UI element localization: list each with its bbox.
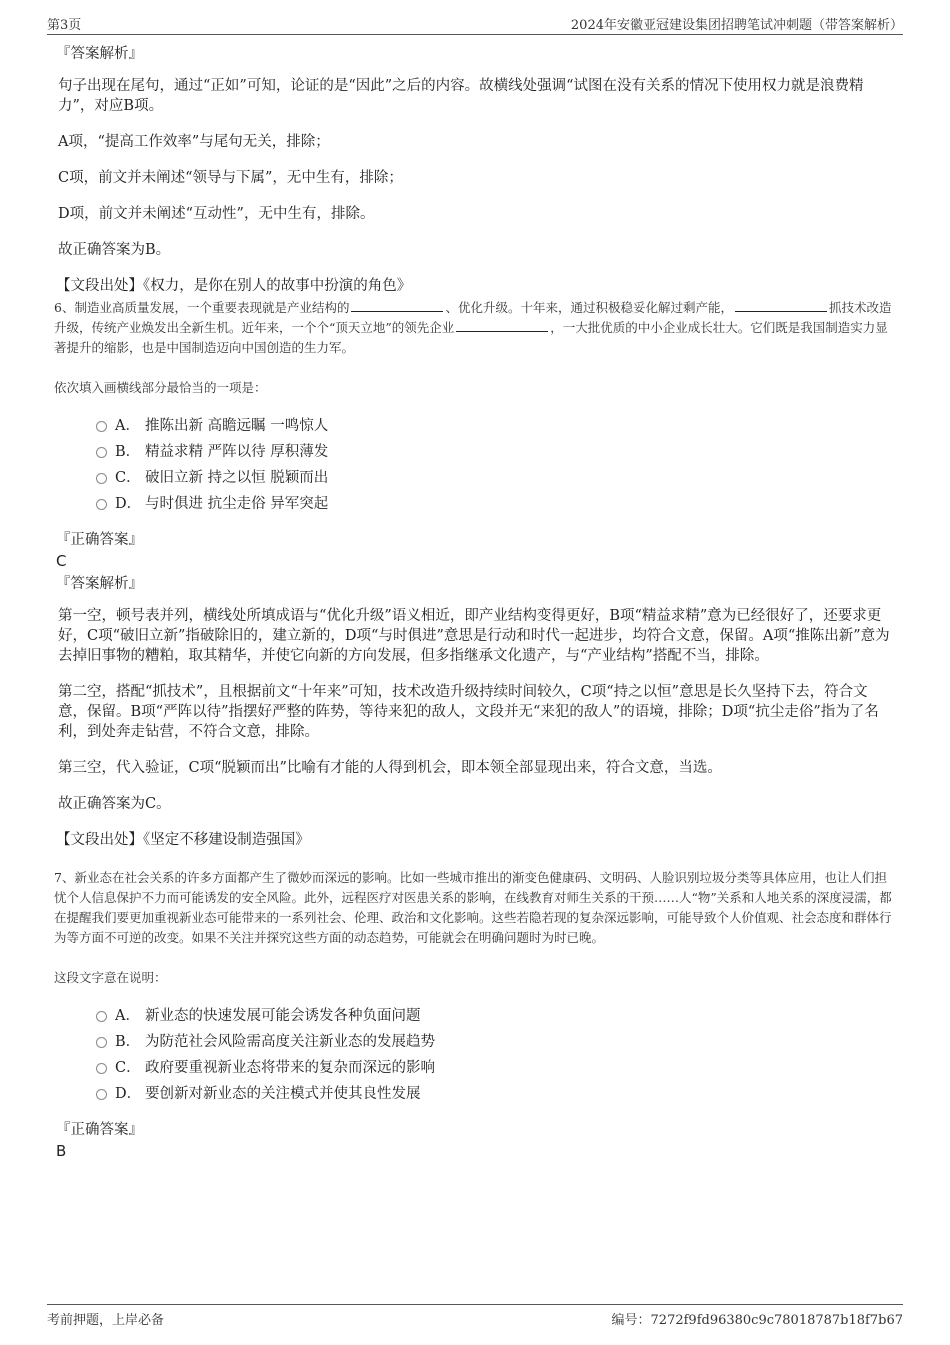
source-citation: 【文段出处】《坚定不移建设制造强国》 xyxy=(56,832,310,848)
option-b[interactable]: B． 精益求精 严阵以待 厚积薄发 xyxy=(96,442,896,468)
question-6-text: 6、制造业高质量发展，一个重要表现就是产业结构的 、优化升级。十年来，通过积极稳妥化解过剩产能， 抓技术改造升级，传统产业焕发出全新生机。近年来，一个个“顶天立地”的领先企业 ，一大批优质的中小企业成长壮大。它们既是我国制造实力显著提升的缩影，也是中国制造迈向中国创造的生力军。 xyxy=(54,300,892,355)
option-a[interactable]: A． 新业态的快速发展可能会诱发各种负面问题 xyxy=(96,1006,896,1032)
question-7-options xyxy=(96,1006,896,1110)
option-d[interactable]: D． 要创新对新业态的关注模式并使其良性发展 xyxy=(96,1084,896,1110)
question-7-text: 7、新业态在社会关系的许多方面都产生了微妙而深远的影响。比如一些城市推出的渐变色健康码、文明码、人脸识别垃圾分类等具体应用，也让人们担忧个人信息保护不力而可能诱发的安全风险。此外，远程医疗对医患关系的影响，在线教育对师生关系的干预……人“物”关系和人地关系的深度浸濡，都在提醒我们要更加重视新业态可能带来的一系列社会、伦理、政治和文化影响。这些若隐若现的复杂深远影响，可能导致个人价值观、社会态度和群体行为等方面不可逆的改变。如果不关注并探究这些方面的动态趋势，可能就会在明确问题时为时已晚。 xyxy=(54,870,892,945)
page-header xyxy=(47,12,903,35)
document-title: 2024年安徽亚冠建设集团招聘笔试冲刺题（带答案解析） xyxy=(570,18,903,33)
analysis-paragraph: A项，“提高工作效率”与尾句无关，排除； xyxy=(58,134,330,150)
page-footer xyxy=(47,1304,903,1327)
question-6-options xyxy=(96,416,896,520)
correct-answer-label: 『正确答案』 xyxy=(56,532,143,548)
radio-button-icon[interactable] xyxy=(96,1011,107,1022)
radio-button-icon[interactable] xyxy=(96,1089,107,1100)
option-b[interactable]: B． 为防范社会风险需高度关注新业态的发展趋势 xyxy=(96,1032,896,1058)
analysis-paragraph: 第一空，顿号表并列，横线处所填成语与“优化升级”语义相近，即产业结构变得更好，B项“精益求精”意为已经很好了，还要求更好，C项“破旧立新”指破除旧的，建立新的，D项“与时俱进”意思是行动和时代一起进步，均符合文意，保留。A项“推陈出新”意为去掉旧事物的糟粕，取其精华，并使它向新的方向发展，但多指继承文化遗产，与“产业结构”搭配不当，排除。 xyxy=(58,608,890,664)
fill-blank xyxy=(735,299,827,312)
source-citation: 【文段出处】《权力，是你在别人的故事中扮演的角色》 xyxy=(56,278,412,294)
fill-blank xyxy=(456,319,548,332)
fill-blank xyxy=(351,299,443,312)
radio-button-icon[interactable] xyxy=(96,421,107,432)
analysis-paragraph: D项，前文并未阐述“互动性”，无中生有，排除。 xyxy=(58,206,375,222)
correct-answer-value: B xyxy=(56,1142,67,1160)
analysis-paragraph: 故正确答案为C。 xyxy=(58,796,171,812)
analysis-label: 『答案解析』 xyxy=(56,576,143,592)
correct-answer-label: 『正确答案』 xyxy=(56,1122,143,1138)
page-number: 第3页 xyxy=(47,18,82,33)
document-serial: 编号：7272f9fd96380c9c78018787b18f7b67 xyxy=(611,1313,903,1328)
radio-button-icon[interactable] xyxy=(96,447,107,458)
footer-slogan: 考前押题，上岸必备 xyxy=(47,1313,165,1328)
option-c[interactable]: C． 政府要重视新业态将带来的复杂而深远的影响 xyxy=(96,1058,896,1084)
analysis-label: 『答案解析』 xyxy=(56,46,143,62)
radio-button-icon[interactable] xyxy=(96,1037,107,1048)
correct-answer-value: C xyxy=(56,552,67,570)
analysis-paragraph: 句子出现在尾句，通过“正如”可知，论证的是“因此”之后的内容。故横线处强调“试图在没有关系的情况下使用权力就是浪费精力”，对应B项。 xyxy=(58,78,864,114)
question-7-prompt: 这段文字意在说明： xyxy=(54,970,167,985)
option-d[interactable]: D． 与时俱进 抗尘走俗 异军突起 xyxy=(96,494,896,520)
radio-button-icon[interactable] xyxy=(96,499,107,510)
page-content xyxy=(56,44,896,1164)
analysis-paragraph: 故正确答案为B。 xyxy=(58,242,171,258)
analysis-paragraph: 第二空，搭配“抓技术”，且根据前文“十年来”可知，技术改造升级持续时间较久，C项“持之以恒”意思是长久坚持下去，符合文意，保留。B项“严阵以待”指摆好严整的阵势，等待来犯的敌人，文段并无“来犯的敌人”的语境，排除；D项“抗尘走俗”指为了名利，到处奔走钻营，不符合文意，排除。 xyxy=(58,684,879,740)
radio-button-icon[interactable] xyxy=(96,1063,107,1074)
option-a[interactable]: A． 推陈出新 高瞻远瞩 一鸣惊人 xyxy=(96,416,896,442)
question-6-prompt: 依次填入画横线部分最恰当的一项是： xyxy=(54,380,267,395)
analysis-paragraph: 第三空，代入验证，C项“脱颖而出”比喻有才能的人得到机会，即本领全部显现出来，符合文意，当选。 xyxy=(58,760,722,776)
option-c[interactable]: C． 破旧立新 持之以恒 脱颖而出 xyxy=(96,468,896,494)
analysis-paragraph: C项，前文并未阐述“领导与下属”，无中生有，排除； xyxy=(58,170,403,186)
radio-button-icon[interactable] xyxy=(96,473,107,484)
